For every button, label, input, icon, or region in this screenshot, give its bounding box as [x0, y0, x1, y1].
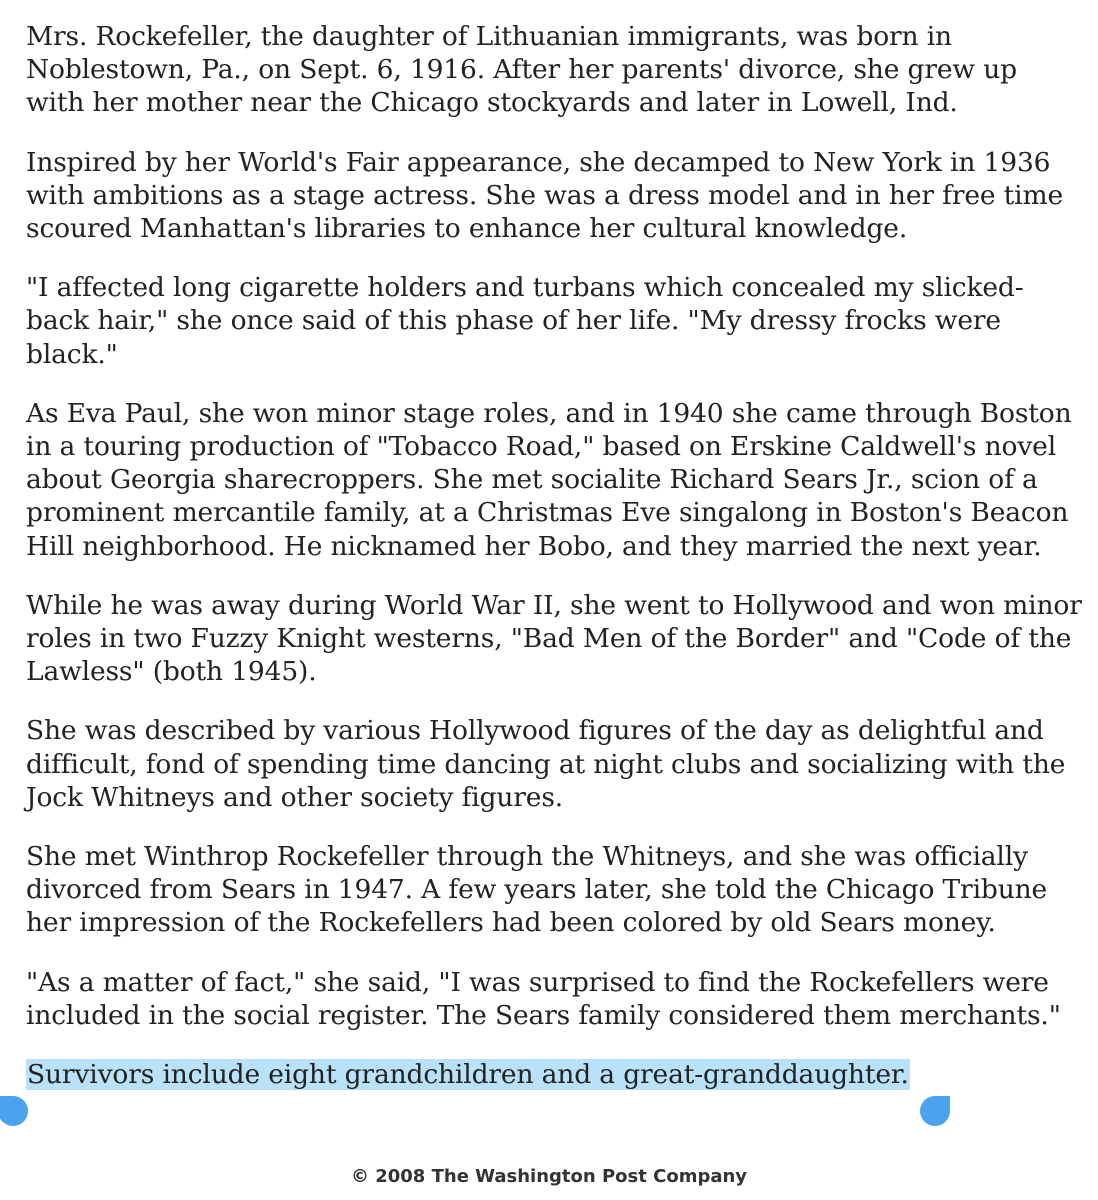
- article-paragraph-4: As Eva Paul, she won minor stage roles, and in 1940 she came through Boston in a touring production of "Tobacco Road," based on Erskine Caldwell's novel about Georgia sharecroppers. She met socialite Richard Sears Jr., scion of a prominent mercantile family, at a Christmas Eve singalong in Boston's Beacon Hill neighborhood. He nicknamed her Bobo, and they married the next year.: [26, 397, 1072, 562]
- article-paragraph-6: She was described by various Hollywood figures of the day as delightful and difficult, fond of spending time dancing at night clubs and socializing with the Jock Whitneys and other society figures.: [26, 715, 1066, 813]
- article-paragraph-3: "I affected long cigarette holders and turbans which concealed my slicked-back hair," she once said of this phase of her life. "My dressy frocks were black.": [26, 272, 1024, 370]
- article-paragraph-5: While he was away during World War II, she went to Hollywood and won minor roles in two Fuzzy Knight westerns, "Bad Men of the Border" and "Code of the Lawless" (both 1945).: [26, 589, 1082, 688]
- article-paragraph-1: Mrs. Rockefeller, the daughter of Lithuanian immigrants, was born in Noblestown, Pa., on Sept. 6, 1916. After her parents' divorce, she grew up with her mother near the Chicago stockyards and later in Lowell, Ind.: [26, 21, 1017, 119]
- article-body: [26, 20, 1082, 1117]
- copyright-footer: © 2008 The Washington Post Company: [350, 1166, 748, 1187]
- text-selection-highlight[interactable]: Survivors include eight grandchildren and a great-granddaughter.: [27, 1059, 909, 1091]
- article-paragraph-selected[interactable]: [26, 1058, 1082, 1091]
- article-paragraph-8: "As a matter of fact," she said, "I was surprised to find the Rockefellers were included in the social register. The Sears family considered them merchants.": [26, 966, 1061, 1031]
- article-paragraph-2: Inspired by her World's Fair appearance, she decamped to New York in 1936 with ambitions as a stage actress. She was a dress model and in her free time scoured Manhattan's libraries to enhance her cultural knowledge.: [26, 146, 1064, 245]
- article-paragraph-7: She met Winthrop Rockefeller through the Whitneys, and she was officially divorced from Sears in 1947. A few years later, she told the Chicago Tribune her impression of the Rockefellers had been colored by old Sears money.: [26, 841, 1048, 939]
- selection-end-handle[interactable]: [920, 1096, 950, 1126]
- selection-start-handle[interactable]: [0, 1096, 28, 1126]
